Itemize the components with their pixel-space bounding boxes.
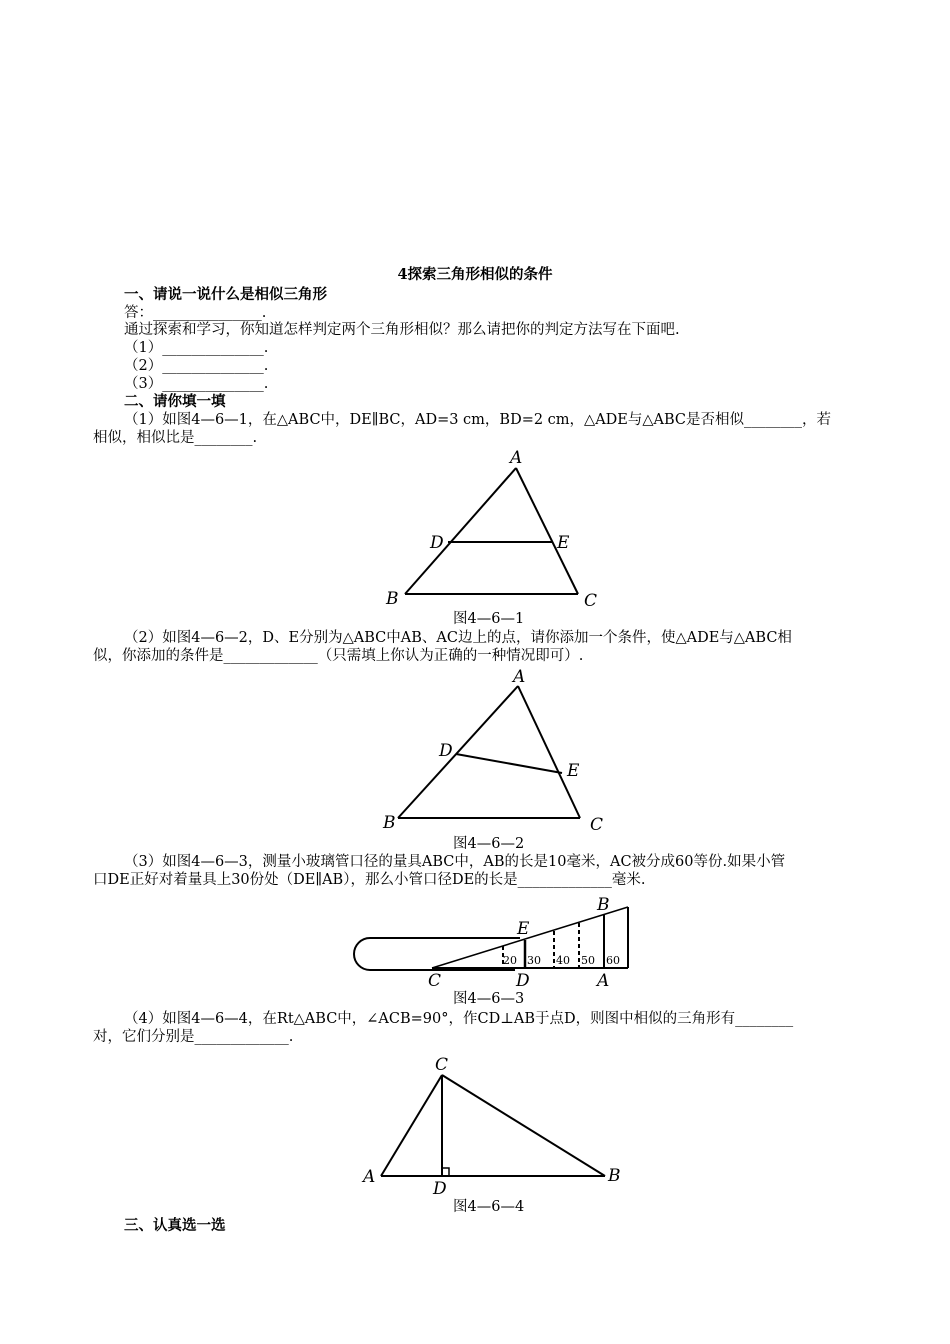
section-2-heading: 二、请你填一填 (124, 393, 226, 410)
figure-4-6-4 (355, 1048, 635, 1198)
q4-line-2: 对，它们分别是_____________. (93, 1029, 294, 1045)
label-a: A (513, 667, 526, 687)
label-e: E (567, 761, 580, 781)
figure-caption-4: 图4—6—4 (453, 1199, 525, 1215)
tick-label-30: 30 (527, 954, 541, 967)
figure-4-6-3 (340, 890, 640, 990)
segment-ac (381, 1075, 442, 1176)
label-d: D (433, 1179, 447, 1198)
label-e: E (557, 533, 570, 553)
figure-4-6-2 (380, 664, 610, 836)
label-c: C (435, 1055, 449, 1075)
method-blank-3: （3）______________. (124, 376, 269, 392)
segment-ac (516, 468, 578, 594)
label-c: C (590, 815, 604, 835)
tick-label-20: 20 (503, 954, 517, 967)
q1-line-2: 相似，相似比是________. (93, 430, 258, 446)
right-angle-mark (442, 1168, 449, 1176)
glass-tube (354, 938, 520, 970)
q2-line-1: （2）如图4—6—2，D、E分别为△ABC中AB、AC边上的点，请你添加一个条件，使△ADE与△ABC相 (124, 630, 792, 646)
segment-ac (518, 686, 580, 818)
figure-caption-3: 图4—6—3 (453, 991, 525, 1007)
q2-line-2: 似，你添加的条件是_____________（只需填上你认为正确的一种情况即可）. (93, 648, 584, 664)
label-d: D (516, 971, 530, 990)
label-b: B (383, 813, 396, 833)
segment-de (456, 754, 562, 773)
answer-blank: 答：_______________. (124, 305, 267, 321)
label-b: B (608, 1166, 621, 1186)
section-1-heading: 一、请说一说什么是相似三角形 (124, 286, 327, 303)
label-c: C (584, 591, 598, 611)
tick-label-60: 60 (606, 954, 620, 967)
figure-caption-2: 图4—6—2 (453, 836, 525, 852)
method-blank-2: （2）______________. (124, 358, 269, 374)
segment-ab (405, 468, 516, 594)
label-a: A (510, 448, 523, 468)
q3-line-1: （3）如图4—6—3，测量小玻璃管口径的量具ABC中，AB的长是10毫米，AC被分成60等份.如果小管 (124, 854, 786, 870)
page-title: 4探索三角形相似的条件 (397, 266, 553, 283)
label-d: D (439, 741, 453, 761)
label-c: C (428, 971, 442, 990)
q1-line-1: （1）如图4—6—1，在△ABC中，DE∥BC，AD=3 cm，BD=2 cm，△ADE与△ABC是否相似________，若 (124, 412, 832, 428)
segment-ab (398, 686, 518, 818)
label-a: A (597, 971, 610, 990)
tick-label-50: 50 (581, 954, 595, 967)
label-e: E (517, 919, 530, 939)
label-d: D (430, 533, 444, 553)
section-3-heading: 三、认真选一选 (124, 1217, 226, 1234)
figure-caption-1: 图4—6—1 (453, 611, 525, 627)
q4-line-1: （4）如图4—6—4，在Rt△ABC中，∠ACB=90°，作CD⊥AB于点D，则图中相似的三角形有________ (124, 1011, 794, 1027)
figure-4-6-1 (380, 446, 610, 612)
method-blank-1: （1）______________. (124, 340, 269, 356)
section-1-prompt: 通过探索和学习，你知道怎样判定两个三角形相似？那么请把你的判定方法写在下面吧. (124, 322, 680, 338)
segment-bc (442, 1075, 605, 1176)
label-b: B (386, 589, 399, 609)
label-b: B (597, 895, 610, 915)
tick-label-40: 40 (556, 954, 570, 967)
label-a: A (363, 1167, 376, 1187)
q3-line-2: 口DE正好对着量具上30份处（DE∥AB），那么小管口径DE的长是_____________毫米. (93, 872, 646, 888)
